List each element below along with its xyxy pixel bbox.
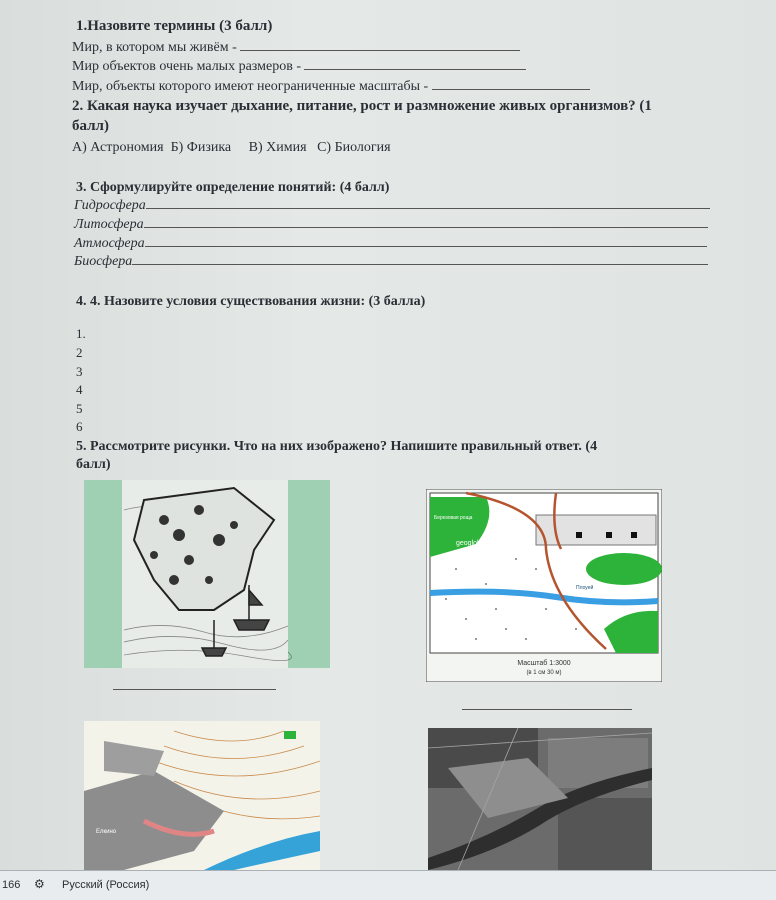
- q3-title: 3. Сформулируйте определение понятий: (4 балл): [76, 180, 390, 195]
- language-indicator[interactable]: Русский (Россия): [62, 879, 150, 891]
- q2-option-a: А) Астрономия: [72, 140, 164, 155]
- map2-river-label: Плоуей: [576, 585, 594, 591]
- figure-aerial-photo: [428, 728, 652, 870]
- q5-title-line2: балл): [76, 457, 111, 472]
- map2-forest-label: Березовая роща: [434, 515, 473, 521]
- q4-number-4: 4: [76, 382, 83, 397]
- map2-scale-sub: (в 1 см 30 м): [526, 670, 562, 676]
- q2-option-d: С) Биология: [317, 140, 391, 155]
- q1-item-3: Мир, объекты которого имеют неограниченные масштабы -: [72, 77, 590, 96]
- q2-options: [72, 139, 391, 157]
- q3-term-lithosphere: Литосфера: [74, 215, 708, 234]
- map2-scale: Масштаб 1:3000: [517, 660, 571, 667]
- q4-number-3: 3: [76, 364, 83, 379]
- q4-number-5: 5: [76, 401, 83, 416]
- q2-option-b: Б) Физика: [170, 140, 232, 155]
- q1-item-1: Мир, в котором мы живём -: [72, 38, 520, 57]
- q3-term-biosphere: Биосфера: [74, 252, 708, 271]
- q1-title: 1.Назовите термины (3 балл): [76, 18, 273, 34]
- figure-island-drawing: [84, 480, 330, 668]
- language-icon[interactable]: ⚙: [34, 877, 45, 891]
- q3-term-atmosphere: Атмосфера: [74, 234, 707, 253]
- answer-line-2[interactable]: [462, 709, 632, 710]
- q2-option-c: В) Химия: [248, 140, 307, 155]
- map3-label: Елкино: [96, 829, 117, 835]
- map2-logo-text: geoglobus.ru: [456, 540, 497, 547]
- taskbar: [0, 870, 776, 900]
- q3-term-hydrosphere: Гидросфера: [74, 196, 710, 215]
- q4-number-1: 1.: [76, 326, 86, 341]
- answer-line-1[interactable]: [113, 689, 276, 690]
- taskbar-number: 166: [2, 879, 21, 891]
- q1-item-2: Мир объектов очень малых размеров -: [72, 57, 526, 76]
- q4-title: 4. 4. Назовите условия существования жизни: (3 балла): [76, 294, 426, 309]
- figure-plan-map: [426, 489, 662, 682]
- q2-title-line2: балл): [72, 118, 109, 134]
- q4-number-2: 2: [76, 345, 83, 360]
- figure-topographic-map: [84, 721, 320, 870]
- q2-title-line1: 2. Какая наука изучает дыхание, питание, рост и размножение живых организмов? (1: [72, 98, 652, 114]
- q4-number-6: 6: [76, 419, 83, 434]
- q5-title-line1: 5. Рассмотрите рисунки. Что на них изображено? Напишите правильный ответ. (4: [76, 439, 598, 454]
